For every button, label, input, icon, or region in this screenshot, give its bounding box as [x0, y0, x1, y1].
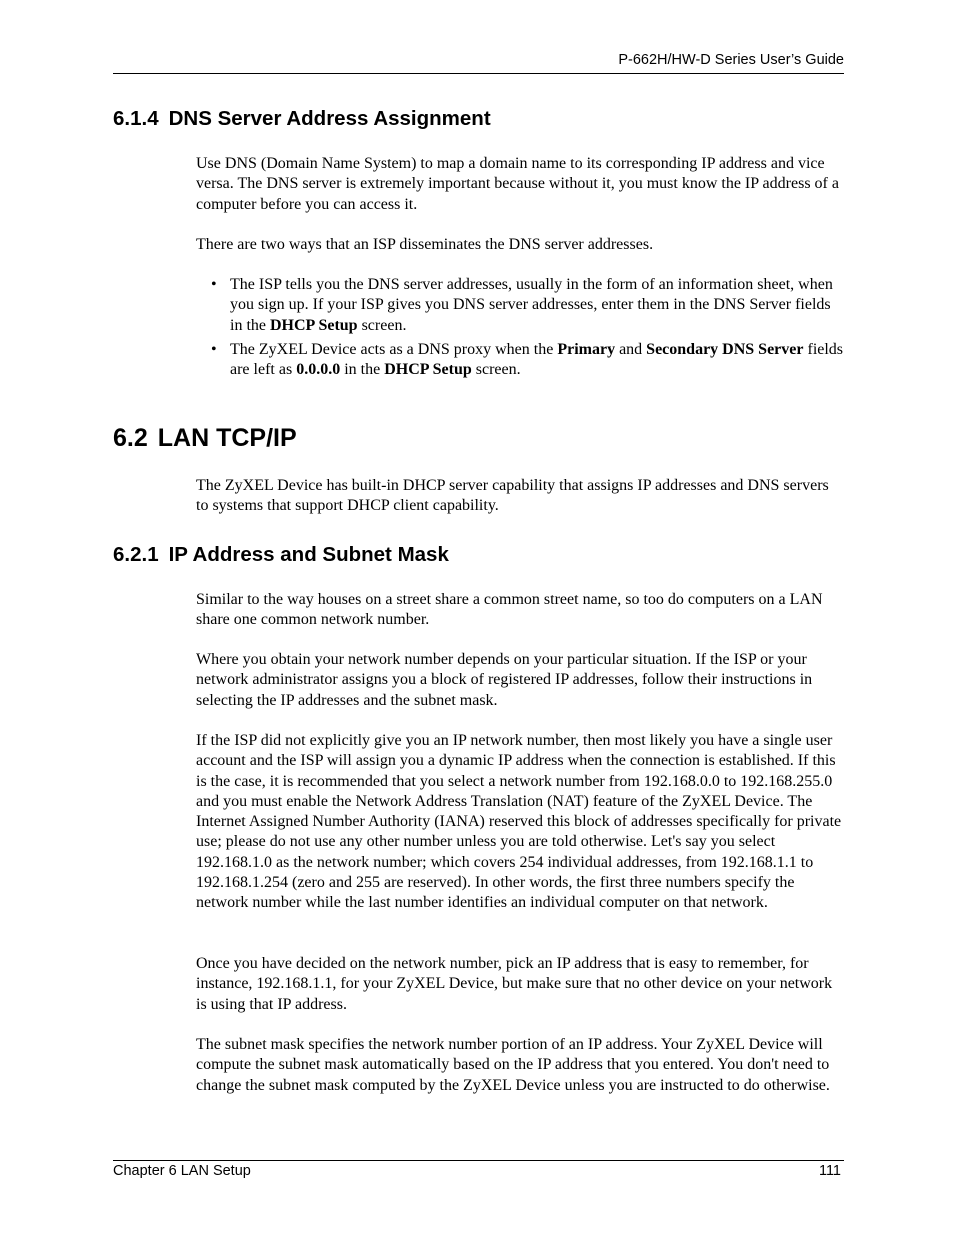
- footer-rule: [113, 1160, 844, 1161]
- bullet-list: [196, 275, 844, 384]
- paragraph: If the ISP did not explicitly give you an IP network number, then most likely you have a single user account and the ISP will assign you a dynamic IP address when the connection is established. If this is the case, it is recommended that you select a network number from 192.168.0.0 to 192.168.255.0 and you must enable the Network Address Translation (NAT) feature of the ZyXEL Device. The Internet Assigned Number Authority (IANA) reserved this block of addresses specifically for private use; please do not use any other number unless you are told otherwise. Let's say you select 192.168.1.0 as the network number; which covers 254 individual addresses, from 192.168.1.1 to 192.168.1.254 (zero and 255 are reserved). In other words, the first three numbers specify the network number while the last number identifies an individual computer on that network.: [196, 732, 842, 912]
- section-heading-6-1-4: [113, 107, 491, 131]
- paragraph: Similar to the way houses on a street share a common street name, so too do computers on a LAN share one common network number.: [196, 591, 823, 629]
- list-item: • The ISP tells you the DNS server addresses, usually in the form of an information sheet, when you sign up. If your ISP gives you DNS server addresses, enter them in the DNS Server fields in the DHCP Setup screen.: [196, 275, 844, 336]
- section-number: 6.1.4: [113, 107, 159, 130]
- section-heading-6-2-1: [113, 543, 449, 567]
- footer-chapter: Chapter 6 LAN Setup: [113, 1163, 251, 1179]
- section-number: 6.2: [113, 424, 148, 452]
- section-title: LAN TCP/IP: [157, 424, 297, 452]
- section-heading-6-2: [113, 423, 297, 453]
- paragraph: The ZyXEL Device has built-in DHCP server capability that assigns IP addresses and DNS servers to systems that support DHCP client capability.: [196, 477, 829, 515]
- paragraph: Use DNS (Domain Name System) to map a domain name to its corresponding IP address and vice versa. The DNS server is extremely important because without it, you must know the IP address of a computer before you can access it.: [196, 155, 839, 213]
- list-item: • The ZyXEL Device acts as a DNS proxy when the Primary and Secondary DNS Server fields are left as 0.0.0.0 in the DHCP Setup screen.: [196, 340, 844, 381]
- section-number: 6.2.1: [113, 543, 159, 566]
- paragraph: The subnet mask specifies the network number portion of an IP address. Your ZyXEL Device will compute the subnet mask automatically based on the IP address that you entered. You don't need to change the subnet mask computed by the ZyXEL Device unless you are instructed to do otherwise.: [196, 1036, 830, 1094]
- section-title: IP Address and Subnet Mask: [168, 543, 449, 566]
- section-title: DNS Server Address Assignment: [168, 107, 491, 130]
- running-header: P-662H/HW-D Series User’s Guide: [618, 52, 844, 68]
- paragraph: There are two ways that an ISP disseminates the DNS server addresses.: [196, 236, 654, 253]
- page-number: 111: [818, 1163, 841, 1179]
- paragraph: Where you obtain your network number depends on your particular situation. If the ISP or your network administrator assigns you a block of registered IP addresses, follow their instructions in selecting the IP addresses and the subnet mask.: [196, 651, 813, 709]
- paragraph: Once you have decided on the network number, pick an IP address that is easy to remember, for instance, 192.168.1.1, for your ZyXEL Device, but make sure that no other device on your network is using that IP address.: [196, 955, 833, 1013]
- header-rule: [113, 73, 844, 74]
